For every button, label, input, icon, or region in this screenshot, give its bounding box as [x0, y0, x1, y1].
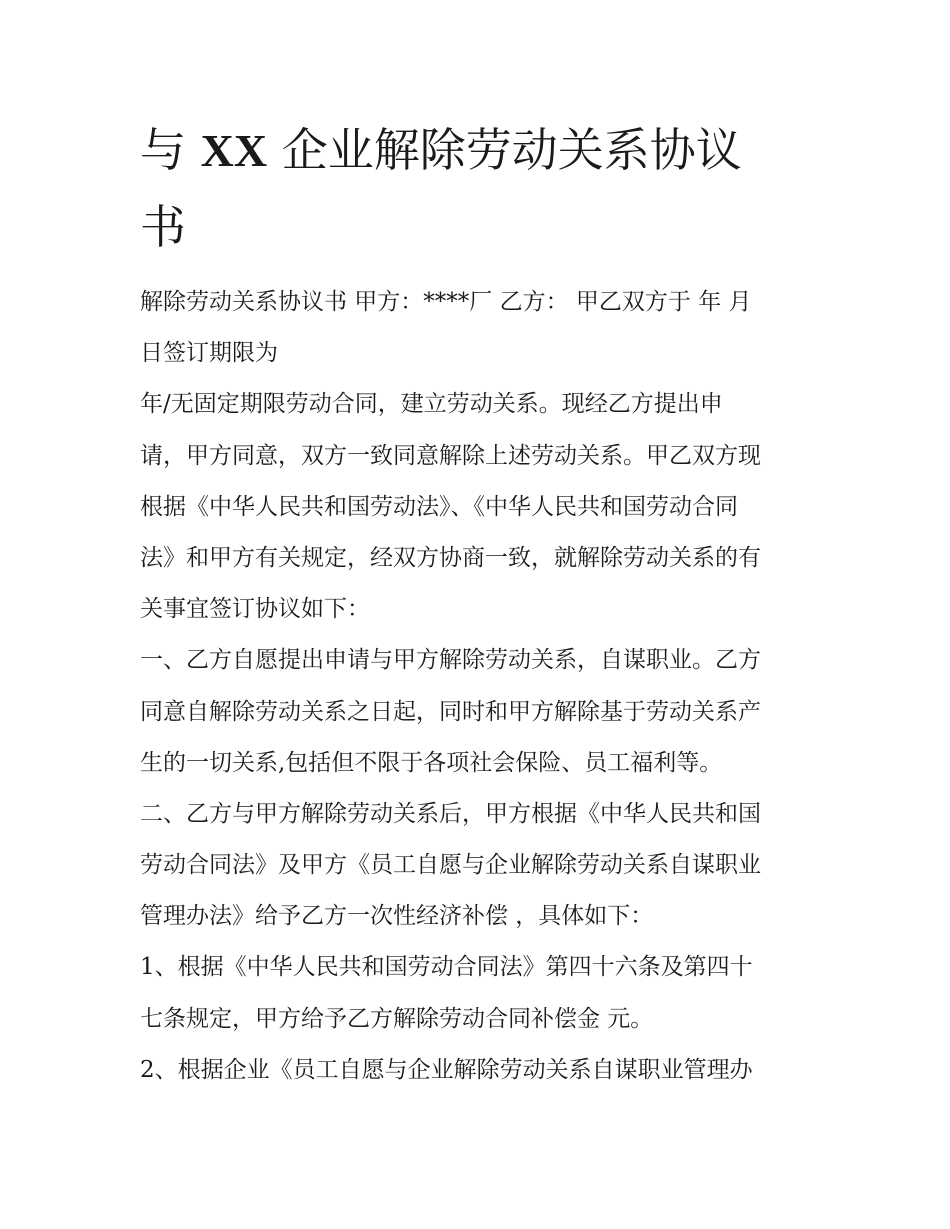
document-title	[140, 112, 820, 265]
clause-2-line-2: 劳动合同法》及甲方《员工自愿与企业解除劳动关系自谋职业	[140, 852, 761, 879]
body-line-2: 日签订期限为	[140, 340, 278, 367]
clause-2-line-1: 二、乙方与甲方解除劳动关系后，甲方根据《中华人民共和国	[140, 800, 761, 827]
item-2-line-1: 2、根据企业《员工自愿与企业解除劳动关系自谋职业管理办	[140, 1056, 753, 1083]
title-line1-suffix: 企业解除劳动关系协议	[267, 123, 742, 177]
item-1-line-1: 1、根据《中华人民共和国劳动合同法》第四十六条及第四十	[140, 954, 753, 981]
title-prefix: 与	[140, 123, 201, 177]
body-line-3: 年/无固定期限劳动合同，建立劳动关系。现经乙方提出申	[140, 391, 723, 418]
clause-1-line-1: 一、乙方自愿提出申请与甲方解除劳动关系，自谋职业。乙方	[140, 647, 761, 674]
title-line2: 书	[140, 200, 186, 254]
clause-1-line-3: 生的一切关系,包括但不限于各项社会保险、员工福利等。	[140, 749, 723, 776]
item-1-line-2: 七条规定，甲方给予乙方解除劳动合同补偿金 元。	[140, 1005, 654, 1032]
body-line-1: 解除劳动关系协议书 甲方：****厂 乙方： 甲乙双方于 年 月	[140, 289, 752, 315]
agreement-body	[140, 277, 820, 1096]
body-line-7: 关事宜签订协议如下：	[140, 596, 370, 623]
title-company-placeholder: XX	[200, 125, 268, 176]
clause-1-line-2: 同意自解除劳动关系之日起，同时和甲方解除基于劳动关系产	[140, 698, 761, 725]
clause-2-line-3: 管理办法》给予乙方一次性经济补偿 ，具体如下：	[140, 903, 654, 930]
body-line-6: 法》和甲方有关规定，经双方协商一致，就解除劳动关系的有	[140, 544, 761, 571]
body-line-4: 请，甲方同意，双方一致同意解除上述劳动关系。甲乙双方现	[140, 442, 761, 469]
body-line-5: 根据《中华人民共和国劳动法》、《中华人民共和国劳动合同	[140, 493, 738, 520]
